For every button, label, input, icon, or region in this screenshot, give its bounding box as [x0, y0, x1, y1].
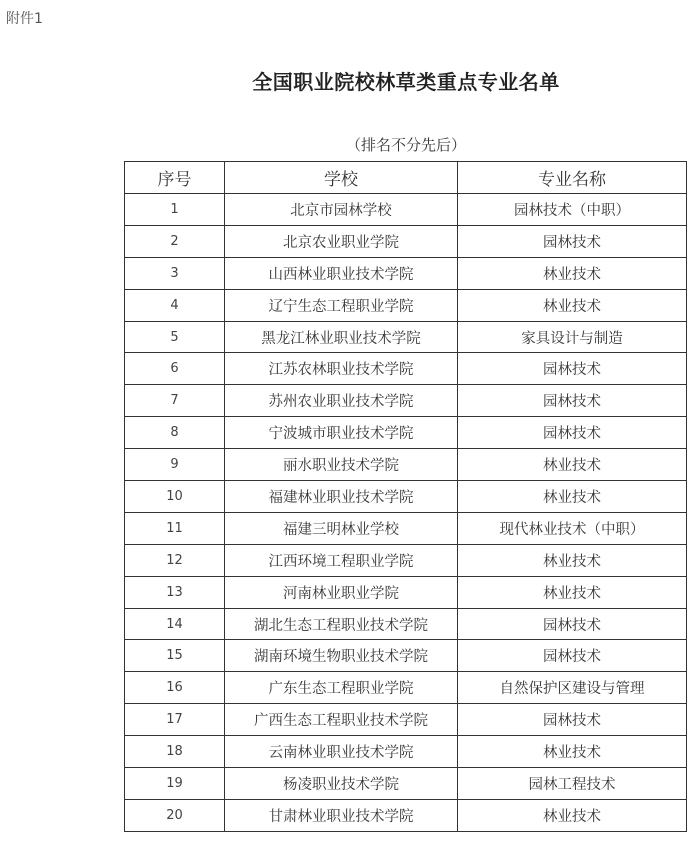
- cell-major: 自然保护区建设与管理: [458, 672, 687, 704]
- cell-index: 12: [125, 544, 225, 576]
- cell-school: 黑龙江林业职业技术学院: [225, 321, 458, 353]
- cell-index: 13: [125, 576, 225, 608]
- cell-major: 林业技术: [458, 449, 687, 481]
- cell-index: 6: [125, 353, 225, 385]
- cell-major: 园林技术: [458, 225, 687, 257]
- cell-school: 辽宁生态工程职业学院: [225, 289, 458, 321]
- document-title: 全国职业院校林草类重点专业名单: [252, 70, 560, 94]
- cell-major: 园林技术: [458, 385, 687, 417]
- cell-index: 2: [125, 225, 225, 257]
- cell-school: 丽水职业技术学院: [225, 449, 458, 481]
- cell-index: 18: [125, 736, 225, 768]
- table-row: [125, 640, 687, 672]
- table-row: [125, 385, 687, 417]
- table-row: [125, 512, 687, 544]
- cell-index: 4: [125, 289, 225, 321]
- column-header-school: 学校: [225, 162, 458, 194]
- cell-school: 甘肃林业职业技术学院: [225, 799, 458, 831]
- table-row: [125, 353, 687, 385]
- cell-major: 林业技术: [458, 544, 687, 576]
- cell-school: 江苏农林职业技术学院: [225, 353, 458, 385]
- table-row: [125, 257, 687, 289]
- table-row: [125, 768, 687, 800]
- table-row: [125, 289, 687, 321]
- table-row: [125, 736, 687, 768]
- cell-major: 林业技术: [458, 736, 687, 768]
- cell-index: 20: [125, 799, 225, 831]
- cell-school: 杨凌职业技术学院: [225, 768, 458, 800]
- cell-school: 宁波城市职业技术学院: [225, 417, 458, 449]
- cell-school: 广东生态工程职业学院: [225, 672, 458, 704]
- cell-school: 湖北生态工程职业技术学院: [225, 608, 458, 640]
- cell-school: 江西环境工程职业学院: [225, 544, 458, 576]
- cell-index: 8: [125, 417, 225, 449]
- cell-index: 7: [125, 385, 225, 417]
- cell-school: 福建林业职业技术学院: [225, 481, 458, 513]
- cell-index: 10: [125, 481, 225, 513]
- column-header-index: 序号: [125, 162, 225, 194]
- cell-index: 19: [125, 768, 225, 800]
- cell-index: 5: [125, 321, 225, 353]
- cell-major: 现代林业技术（中职）: [458, 512, 687, 544]
- table-row: [125, 672, 687, 704]
- cell-index: 16: [125, 672, 225, 704]
- cell-major: 园林工程技术: [458, 768, 687, 800]
- cell-school: 湖南环境生物职业技术学院: [225, 640, 458, 672]
- table-row: [125, 321, 687, 353]
- table-row: [125, 449, 687, 481]
- table-row: [125, 608, 687, 640]
- cell-school: 北京农业职业学院: [225, 225, 458, 257]
- document-subtitle: （排名不分先后）: [345, 136, 466, 154]
- column-header-major: 专业名称: [458, 162, 687, 194]
- cell-major: 林业技术: [458, 257, 687, 289]
- table-row: [125, 417, 687, 449]
- table-row: [125, 544, 687, 576]
- table-header-row: [125, 162, 687, 194]
- cell-major: 园林技术: [458, 704, 687, 736]
- cell-school: 福建三明林业学校: [225, 512, 458, 544]
- table-row: [125, 481, 687, 513]
- table-row: [125, 225, 687, 257]
- cell-school: 云南林业职业技术学院: [225, 736, 458, 768]
- cell-major: 林业技术: [458, 799, 687, 831]
- cell-major: 林业技术: [458, 576, 687, 608]
- cell-major: 家具设计与制造: [458, 321, 687, 353]
- cell-index: 11: [125, 512, 225, 544]
- cell-school: 北京市园林学校: [225, 194, 458, 226]
- cell-major: 林业技术: [458, 289, 687, 321]
- table-row: [125, 704, 687, 736]
- cell-index: 3: [125, 257, 225, 289]
- cell-index: 1: [125, 194, 225, 226]
- table-row: [125, 194, 687, 226]
- cell-major: 林业技术: [458, 481, 687, 513]
- attachment-label: 附件1: [6, 11, 43, 27]
- cell-major: 园林技术（中职）: [458, 194, 687, 226]
- cell-school: 苏州农业职业技术学院: [225, 385, 458, 417]
- cell-index: 9: [125, 449, 225, 481]
- table-row: [125, 799, 687, 831]
- cell-index: 15: [125, 640, 225, 672]
- cell-major: 园林技术: [458, 353, 687, 385]
- cell-index: 14: [125, 608, 225, 640]
- cell-school: 广西生态工程职业技术学院: [225, 704, 458, 736]
- cell-school: 山西林业职业技术学院: [225, 257, 458, 289]
- cell-major: 园林技术: [458, 640, 687, 672]
- cell-index: 17: [125, 704, 225, 736]
- cell-major: 园林技术: [458, 608, 687, 640]
- school-major-table: [124, 161, 687, 832]
- table-row: [125, 576, 687, 608]
- cell-school: 河南林业职业学院: [225, 576, 458, 608]
- cell-major: 园林技术: [458, 417, 687, 449]
